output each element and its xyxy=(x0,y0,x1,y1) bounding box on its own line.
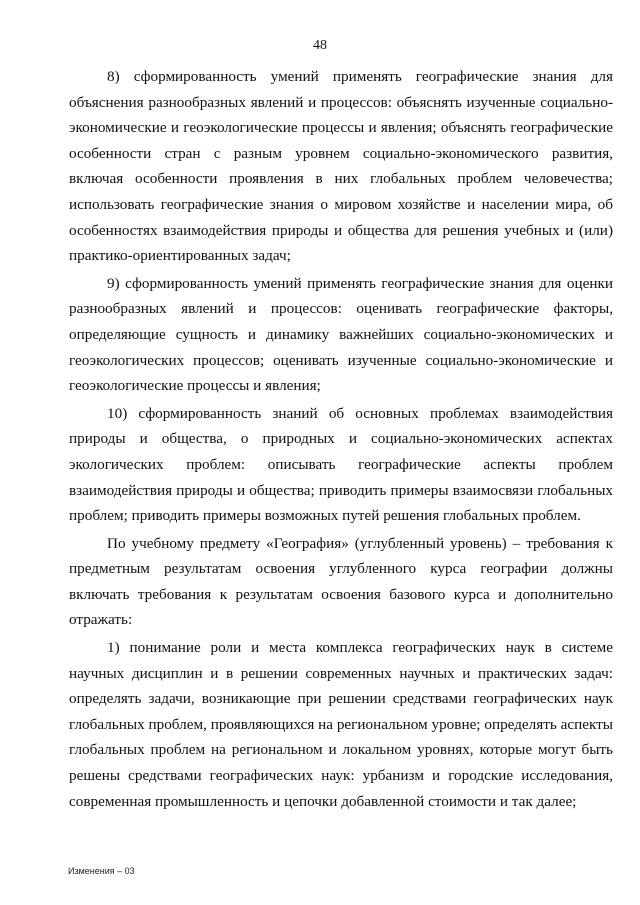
paragraph-item-8: 8) сформированность умений применять географические знания для объяснения разнообразных явлений и процессов: объяснять изученные социально-экономические и геоэкологические процессы и явления; объяснять географические особенности стран с разным уровнем социально-экономического развития, включая особенности проявления в них глобальных проблем человечества; использовать географические знания о мировом хозяйстве и населении мира, об особенностях взаимодействия природы и общества для решения учебных и (или) практико-ориентированных задач; xyxy=(69,68,613,265)
revision-footer: Изменения – 03 xyxy=(68,866,135,876)
paragraph-advanced-level-intro: По учебному предмету «География» (углубленный уровень) – требования к предметным результатам освоения углубленного курса географии должны включать требования к результатам освоения базового курса и дополнительно отражать: xyxy=(69,534,613,629)
paragraph-advanced-item-1: 1) понимание роли и места комплекса географических наук в системе научных дисциплин и в решении современных научных и практических задач: определять задачи, возникающие при решении средствами географических наук глобальных проблем, проявляющихся на региональном уровне; определять аспекты глобальных проблем на региональном и локальном уровнях, которые могут быть решены средствами географических наук: урбанизм и городские исследования, современная промышленность и цепочки добавленной стоимости и так далее; xyxy=(69,639,613,810)
document-body xyxy=(69,64,613,816)
paragraph-item-10: 10) сформированность знаний об основных проблемах взаимодействия природы и общества, о природных и социально-экономических аспектах экологических проблем: описывать географические аспекты проблем взаимодействия природы и общества; приводить примеры взаимосвязи глобальных проблем; приводить примеры возможных путей решения глобальных проблем. xyxy=(69,404,613,525)
paragraph-item-9: 9) сформированность умений применять географические знания для оценки разнообразных явлений и процессов: оценивать географические факторы, определяющие сущность и динамику важнейших социально-экономических и геоэкологических процессов; оценивать изученные социально-экономические и геоэкологические процессы и явления; xyxy=(69,274,613,395)
page-number: 48 xyxy=(313,38,327,53)
